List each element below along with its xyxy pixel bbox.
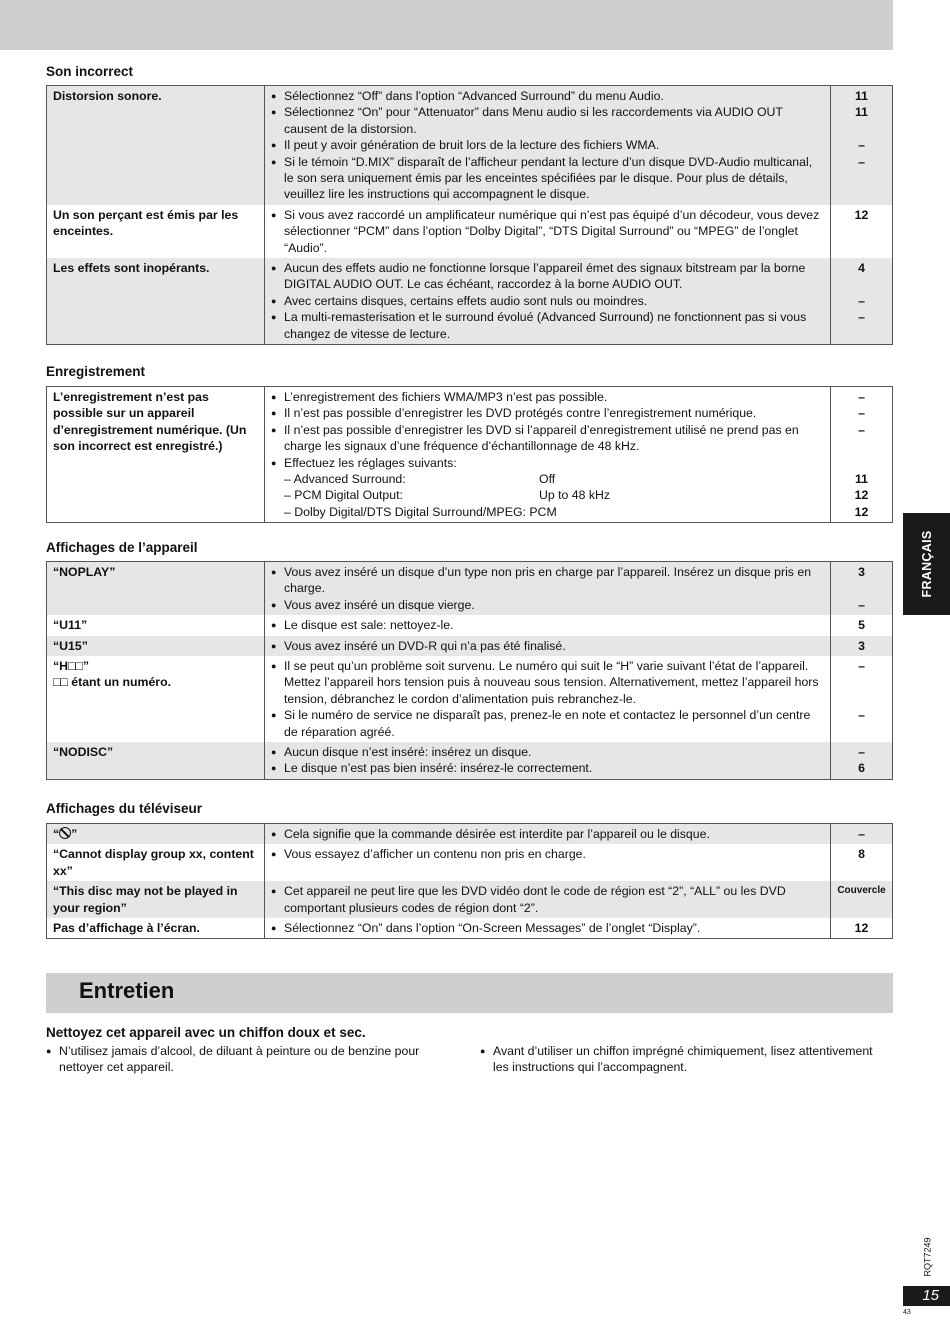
- page-ref: 12: [854, 207, 869, 222]
- page-ref: –: [858, 138, 865, 153]
- page-ref: –: [858, 310, 865, 325]
- page-ref: –: [858, 708, 865, 723]
- table-row: [47, 636, 893, 656]
- page-ref: 11: [855, 105, 868, 120]
- list-item: ● Il peut y avoir génération de bruit lors de la lecture des fichiers WMA.: [271, 137, 824, 153]
- table-row: [47, 918, 893, 939]
- reference-cell: [831, 258, 893, 345]
- reference-cell: [831, 387, 893, 523]
- page-ref: 11: [855, 471, 868, 486]
- settings-list: [271, 471, 824, 520]
- solution-cell: [265, 742, 831, 779]
- error-code-note: □□ étant un numéro.: [53, 675, 172, 690]
- reference-cell: [831, 656, 893, 742]
- solution-cell: [265, 636, 831, 656]
- setting-name: – Advanced Surround:: [284, 472, 406, 487]
- list-item: ● Si le témoin “D.MIX” disparaît de l’afficheur pendant la lecture d’un disque DVD-Audio multicanal, le son sera uniquement émis par les enceintes spécifiées par le disque. Pour plus de détails, veuillez lire les instructions qui accompagnent le disque.: [271, 154, 824, 203]
- page-ref: –: [858, 406, 865, 421]
- quote-open: “: [53, 827, 60, 841]
- table-row: [47, 742, 893, 779]
- problem-cell: “U11”: [47, 615, 265, 635]
- prohibited-icon: [59, 827, 71, 839]
- header-band: [0, 0, 893, 50]
- page-ref: 8: [858, 847, 865, 862]
- reference-cell: [831, 562, 893, 616]
- page-ref: –: [858, 745, 865, 760]
- page-ref: 12: [854, 504, 869, 519]
- list-item: ● Si vous avez raccordé un amplificateur numérique qui n’est pas équipé d’un décodeur, vous devez sélectionner “PCM” dans l’option “Dolby Digital”, “DTS Digital Surround” ou “MPEG” de l’onglet “Audio”.: [271, 207, 824, 256]
- list-item: ● Avec certains disques, certains effets audio sont nuls ou moindres.: [271, 293, 824, 309]
- page-ref: 4: [858, 261, 865, 276]
- reference-cell: [831, 636, 893, 656]
- page-number: 15: [922, 1287, 939, 1304]
- reference-cell: [831, 918, 893, 939]
- list-item: ● Cet appareil ne peut lire que les DVD vidéo dont le code de région est “2”, “ALL” ou les DVD comportant plusieurs codes de région dont “2”.: [271, 883, 824, 916]
- list-item: ● Aucun disque n’est inséré: insérez un disque.: [271, 744, 824, 760]
- section-title-enregistrement: Enregistrement: [46, 364, 146, 379]
- setting-value: PCM: [529, 504, 557, 519]
- page-ref: Couvercle: [837, 885, 886, 897]
- document-code: RQT7249: [922, 1237, 933, 1277]
- entretien-subtitle: Nettoyez cet appareil avec un chiffon doux et sec.: [46, 1025, 366, 1040]
- entretien-left: [46, 1043, 446, 1075]
- solution-cell: [265, 615, 831, 635]
- list-item: ● Vous avez inséré un disque vierge.: [271, 597, 824, 613]
- solution-cell: [265, 844, 831, 881]
- table-row: [47, 205, 893, 258]
- table-row: [47, 258, 893, 345]
- page-ref: 5: [858, 618, 865, 633]
- problem-cell: “This disc may not be played in your region”: [47, 881, 265, 918]
- list-item: ● Sélectionnez “On” dans l’option “On-Screen Messages” de l’onglet “Display”.: [271, 920, 824, 936]
- reference-cell: [831, 205, 893, 258]
- problem-cell: “NOPLAY”: [47, 562, 265, 616]
- list-item: ● Le disque n’est pas bien inséré: insérez-le correctement.: [271, 760, 824, 776]
- setting-value: Up to 48 kHz: [539, 488, 611, 503]
- table-son: [46, 85, 893, 345]
- problem-cell: Distorsion sonore.: [47, 86, 265, 205]
- page-ref: 12: [854, 488, 869, 503]
- page-number-box: [903, 1286, 950, 1306]
- list-item: ● Sélectionnez “On” pour “Attenuator” dans Menu audio si les raccordements via AUDIO OUT causent de la distorsion.: [271, 104, 824, 137]
- language-tab: [903, 513, 950, 615]
- section-title-televiseur: Affichages du téléviseur: [46, 801, 203, 816]
- list-item: ● Le disque est sale: nettoyez-le.: [271, 617, 824, 633]
- list-item: ● L’enregistrement des fichiers WMA/MP3 n’est pas possible.: [271, 389, 824, 405]
- setting-name: – Dolby Digital/DTS Digital Surround/MPEG:: [284, 504, 526, 519]
- entretien-title: Entretien: [79, 978, 175, 1003]
- solution-cell: [265, 258, 831, 345]
- problem-cell: Pas d’affichage à l’écran.: [47, 918, 265, 939]
- table-row: [47, 844, 893, 881]
- quote-close: ”: [71, 827, 78, 841]
- table-row: [47, 881, 893, 918]
- list-item: ● Il se peut qu’un problème soit survenu. Le numéro qui suit le “H” varie suivant l’état de l’appareil. Mettez l’appareil hors tension puis à nouveau sous tension. Alternativement, mettez l’appareil hors tension, débranchez le cordon d’alimentation puis rebranchez-le.: [271, 658, 824, 707]
- list-item: ● Effectuez les réglages suivants:: [271, 455, 824, 471]
- table-row: [47, 86, 893, 205]
- setting-row: [284, 504, 824, 520]
- page-ref: –: [858, 154, 865, 169]
- solution-cell: [265, 881, 831, 918]
- problem-cell: [47, 656, 265, 742]
- page-ref: 3: [858, 638, 865, 653]
- solution-cell: [265, 86, 831, 205]
- page-ref: –: [858, 597, 865, 612]
- small-page-number: 43: [903, 1309, 911, 1316]
- solution-cell: [265, 918, 831, 939]
- problem-cell: “Cannot display group xx, content xx”: [47, 844, 265, 881]
- list-item: ● Il n’est pas possible d’enregistrer les DVD si l’appareil d’enregistrement utilisé ne prend pas en charge les signaux d’une fréquence d’échantillonnage de 48 kHz.: [271, 422, 824, 455]
- language-label: FRANÇAIS: [919, 530, 934, 598]
- error-code: “H□□”: [53, 659, 90, 674]
- reference-cell: [831, 742, 893, 779]
- problem-cell: Un son perçant est émis par les enceintes.: [47, 205, 265, 258]
- page-ref: –: [858, 390, 865, 404]
- table-row: [47, 562, 893, 616]
- list-item: ● N’utilisez jamais d’alcool, de diluant à peinture ou de benzine pour nettoyer cet appareil.: [46, 1043, 446, 1075]
- table-appareil: [46, 561, 893, 780]
- reference-cell: [831, 824, 893, 845]
- setting-row: [284, 471, 824, 487]
- setting-row: [284, 487, 824, 503]
- list-item: ● Vous avez inséré un disque d’un type non pris en charge par l’appareil. Insérez un disque pris en charge.: [271, 564, 824, 597]
- solution-cell: [265, 205, 831, 258]
- section-title-son: Son incorrect: [46, 64, 134, 79]
- page-ref: 11: [855, 89, 868, 103]
- page-ref: –: [858, 422, 865, 437]
- solution-cell: [265, 824, 831, 845]
- list-item: ● Avant d’utiliser un chiffon imprégné chimiquement, lisez attentivement les instructions qui l’accompagnent.: [480, 1043, 885, 1075]
- solution-cell: [265, 387, 831, 523]
- setting-name: – PCM Digital Output:: [284, 488, 403, 503]
- table-row: [47, 824, 893, 845]
- problem-cell: “U15”: [47, 636, 265, 656]
- list-item: ● Cela signifie que la commande désirée est interdite par l’appareil ou le disque.: [271, 826, 824, 842]
- solution-cell: [265, 562, 831, 616]
- page-ref: 12: [854, 921, 869, 936]
- table-row: [47, 615, 893, 635]
- table-row: [47, 656, 893, 742]
- list-item: ● Vous essayez d’afficher un contenu non pris en charge.: [271, 846, 824, 862]
- setting-value: Off: [539, 472, 556, 487]
- page-ref: –: [858, 659, 865, 674]
- section-title-appareil: Affichages de l’appareil: [46, 540, 198, 555]
- entretien-right: [480, 1043, 885, 1075]
- list-item: ● Aucun des effets audio ne fonctionne lorsque l’appareil émet des signaux bitstream par la borne DIGITAL AUDIO OUT. Le cas échéant, raccordez à la borne AUDIO OUT.: [271, 260, 824, 293]
- problem-cell: [47, 824, 265, 845]
- list-item: ● La multi-remasterisation et le surround évolué (Advanced Surround) ne fonctionnent pas si vous changez de vitesse de lecture.: [271, 309, 824, 342]
- reference-cell: [831, 881, 893, 918]
- table-row: [47, 387, 893, 523]
- page-ref: –: [858, 827, 865, 841]
- table-enregistrement: [46, 386, 893, 523]
- reference-cell: [831, 86, 893, 205]
- problem-cell: L’enregistrement n’est pas possible sur un appareil d’enregistrement numérique. (Un son incorrect est enregistré.): [47, 387, 265, 523]
- list-item: ● Vous avez inséré un DVD-R qui n’a pas été finalisé.: [271, 638, 824, 654]
- list-item: ● Il n’est pas possible d’enregistrer les DVD protégés contre l’enregistrement numérique.: [271, 405, 824, 421]
- page-ref: –: [858, 293, 865, 308]
- table-televiseur: [46, 823, 893, 939]
- page-ref: 3: [858, 565, 865, 579]
- reference-cell: [831, 844, 893, 881]
- problem-cell: Les effets sont inopérants.: [47, 258, 265, 345]
- problem-cell: “NODISC”: [47, 742, 265, 779]
- list-item: ● Sélectionnez “Off” dans l’option “Advanced Surround” du menu Audio.: [271, 88, 824, 104]
- page-ref: 6: [858, 761, 865, 776]
- solution-cell: [265, 656, 831, 742]
- list-item: ● Si le numéro de service ne disparaît pas, prenez-le en note et contactez le personnel d’un centre de réparation agréé.: [271, 707, 824, 740]
- reference-cell: [831, 615, 893, 635]
